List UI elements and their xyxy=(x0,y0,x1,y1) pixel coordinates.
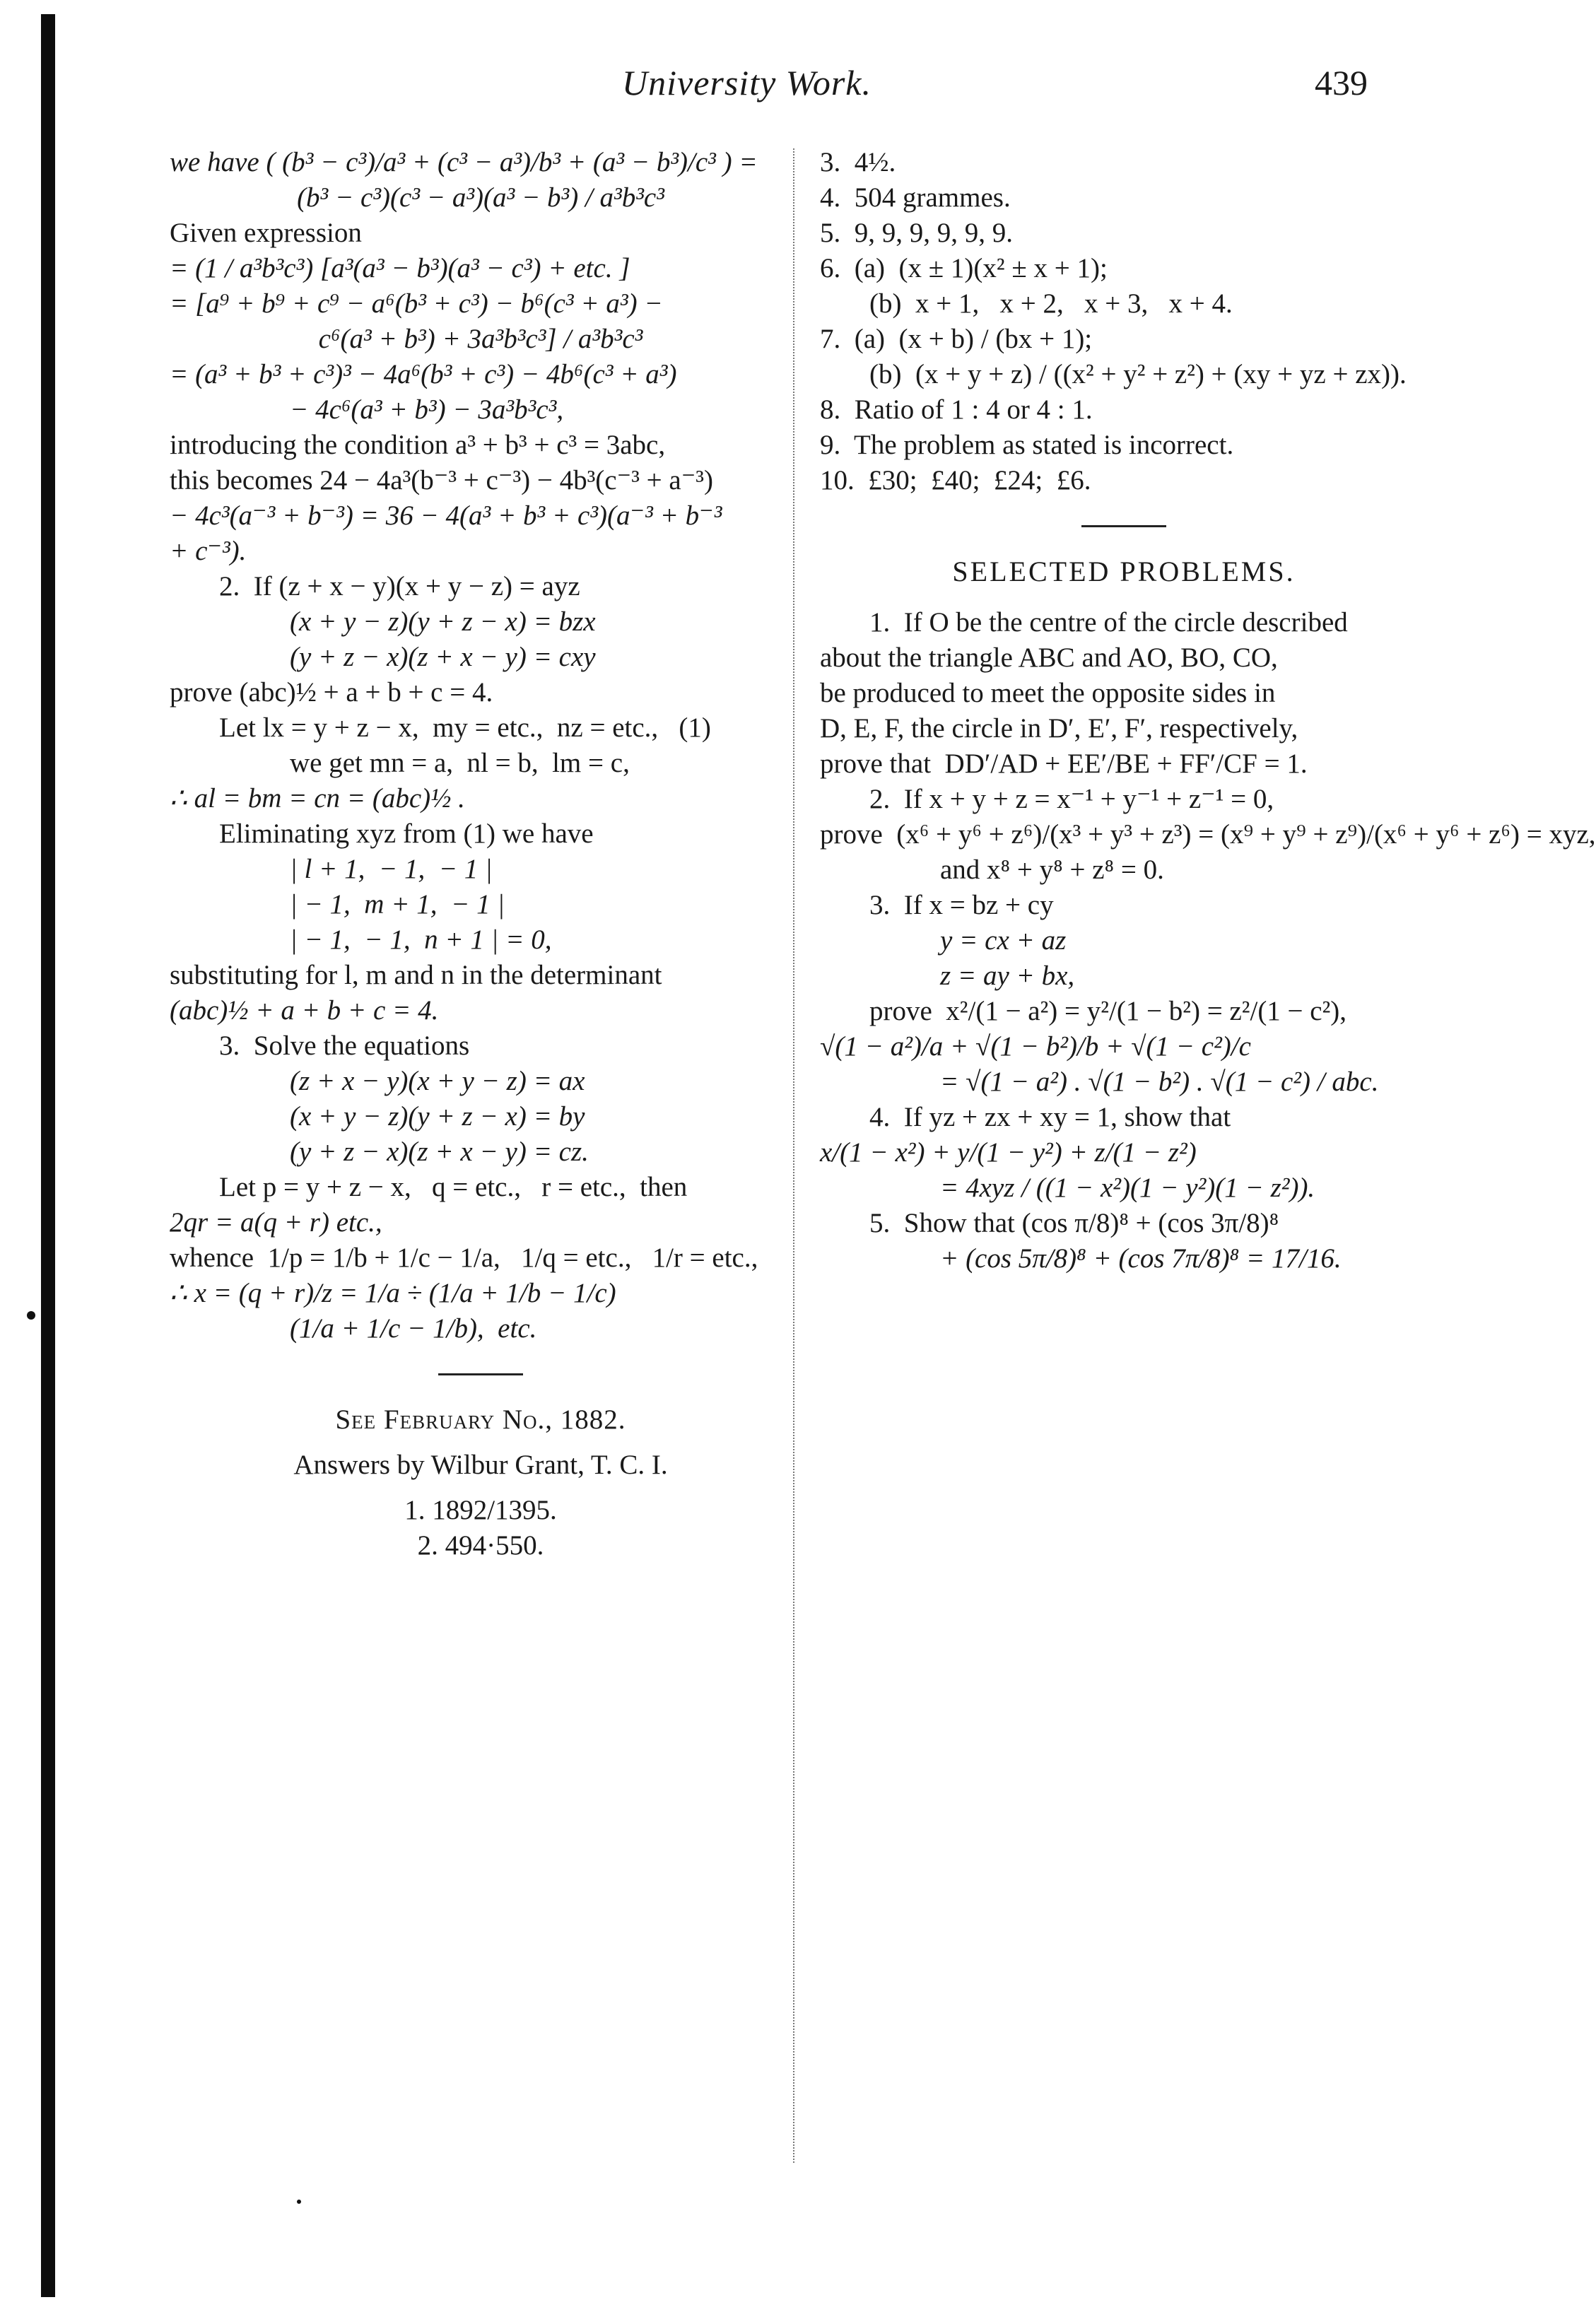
text-line: prove x²/(1 − a²) = y²/(1 − b²) = z²/(1 − c²), xyxy=(869,996,1347,1026)
text-line: | − 1, − 1, n + 1 | = 0, xyxy=(290,924,552,955)
text-line: ∴ al = bm = cn = (abc)½ . xyxy=(170,783,465,814)
text-line: 2. If x + y + z = x⁻¹ + y⁻¹ + z⁻¹ = 0, xyxy=(869,784,1274,814)
text-line: (x + y − z)(y + z − x) = by xyxy=(290,1101,585,1132)
text-line: prove (abc)½ + a + b + c = 4. xyxy=(170,677,493,708)
text-line: this becomes 24 − 4a³(b⁻³ + c⁻³) − 4b³(c⁻³ + a⁻³) xyxy=(170,465,713,495)
right-column xyxy=(820,145,1596,1276)
text-line: z = ay + bx, xyxy=(940,961,1075,991)
text-line: 4. 504 grammes. xyxy=(820,182,1011,213)
text-line: 8. Ratio of 1 : 4 or 4 : 1. xyxy=(820,394,1093,425)
left-column xyxy=(170,145,792,1563)
text-line: 3. Solve the equations xyxy=(219,1031,470,1061)
answers-heading: See February No., 1882. xyxy=(335,1404,626,1435)
text-line: x/(1 − x²) + y/(1 − y²) + z/(1 − z²) xyxy=(820,1137,1197,1168)
answer-line: 2. 494·550. xyxy=(417,1530,544,1561)
selected-problems-heading: SELECTED PROBLEMS. xyxy=(952,556,1296,587)
text-line: 4. If yz + zx + xy = 1, show that xyxy=(869,1102,1231,1132)
text-line: 2qr = a(q + r) etc., xyxy=(170,1207,382,1238)
left-column-solutions xyxy=(170,145,792,1346)
text-line: = (1 / a³b³c³) [a³(a³ − b³)(a³ − c³) + etc. ] xyxy=(170,253,630,283)
text-line: (b) (x + y + z) / ((x² + y² + z²) + (xy + yz + zx)). xyxy=(869,359,1407,389)
text-line: | − 1, m + 1, − 1 | xyxy=(290,889,505,920)
book-binding-edge xyxy=(41,14,55,2297)
answers-byline: Answers by Wilbur Grant, T. C. I. xyxy=(293,1450,668,1480)
text-line: 3. If x = bz + cy xyxy=(869,890,1054,920)
text-line: substituting for l, m and n in the determinant xyxy=(170,960,662,990)
text-line: (b) x + 1, x + 2, x + 3, x + 4. xyxy=(869,288,1233,319)
text-line: Eliminating xyz from (1) we have xyxy=(219,818,594,849)
text-line: and x⁸ + y⁸ + z⁸ = 0. xyxy=(940,855,1164,885)
text-line: 5. Show that (cos π/8)⁸ + (cos 3π/8)⁸ xyxy=(869,1208,1279,1238)
text-line: = [a⁹ + b⁹ + c⁹ − a⁶(b³ + c³) − b⁶(c³ + a³) − xyxy=(170,288,663,319)
text-line: | l + 1, − 1, − 1 | xyxy=(290,854,493,884)
text-line: (z + x − y)(x + y − z) = ax xyxy=(290,1066,585,1096)
section-rule xyxy=(1081,525,1166,527)
text-line: we get mn = a, nl = b, lm = c, xyxy=(290,748,630,778)
text-line: prove (x⁶ + y⁶ + z⁶)/(x³ + y³ + z³) = (x⁹ + y⁹ + z⁹)/(x⁶ + y⁶ + z⁶) = xyz, xyxy=(820,819,1596,850)
text-line: 10. £30; £40; £24; £6. xyxy=(820,465,1091,495)
text-line: we have ( (b³ − c³)/a³ + (c³ − a³)/b³ + (a³ − b³)/c³ ) = xyxy=(170,147,758,177)
text-line: = √(1 − a²) . √(1 − b²) . √(1 − c²) / abc. xyxy=(940,1067,1379,1097)
text-line: (b³ − c³)(c³ − a³)(a³ − b³) / a³b³c³ xyxy=(297,182,664,213)
scan-speck xyxy=(297,2200,301,2204)
text-line: = (a³ + b³ + c³)³ − 4a⁶(b³ + c³) − 4b⁶(c³ + a³) xyxy=(170,359,677,389)
text-line: D, E, F, the circle in D′, E′, F′, respectively, xyxy=(820,713,1298,744)
text-line: (y + z − x)(z + x − y) = cz. xyxy=(290,1137,589,1167)
text-line: = 4xyz / ((1 − x²)(1 − y²)(1 − z²)). xyxy=(940,1173,1315,1203)
text-line: Let p = y + z − x, q = etc., r = etc., then xyxy=(219,1172,688,1202)
running-title: University Work. xyxy=(622,63,872,102)
text-line: (abc)½ + a + b + c = 4. xyxy=(170,995,439,1026)
text-line: about the triangle ABC and AO, BO, CO, xyxy=(820,642,1278,673)
text-line: √(1 − a²)/a + √(1 − b²)/b + √(1 − c²)/c xyxy=(820,1031,1251,1062)
text-line: ∴ x = (q + r)/z = 1/a ÷ (1/a + 1/b − 1/c) xyxy=(170,1278,616,1308)
text-line: Given expression xyxy=(170,218,362,248)
text-line: 3. 4½. xyxy=(820,147,896,177)
section-rule xyxy=(438,1373,523,1375)
text-line: introducing the condition a³ + b³ + c³ = 3abc, xyxy=(170,430,666,460)
text-line: + c⁻³). xyxy=(170,536,247,566)
text-line: − 4c³(a⁻³ + b⁻³) = 36 − 4(a³ + b³ + c³)(a⁻³ + b⁻³ xyxy=(170,500,722,531)
text-line: c⁶(a³ + b³) + 3a³b³c³] / a³b³c³ xyxy=(318,324,643,354)
text-line: + (cos 5π/8)⁸ + (cos 7π/8)⁸ = 17/16. xyxy=(940,1243,1342,1274)
text-line: − 4c⁶(a³ + b³) − 3a³b³c³, xyxy=(290,394,564,425)
text-line: 5. 9, 9, 9, 9, 9, 9. xyxy=(820,218,1013,248)
text-line: 9. The problem as stated is incorrect. xyxy=(820,430,1234,460)
column-divider xyxy=(793,148,794,2163)
page-header xyxy=(0,62,1502,112)
text-line: prove that DD′/AD + EE′/BE + FF′/CF = 1. xyxy=(820,749,1308,779)
text-line: whence 1/p = 1/b + 1/c − 1/a, 1/q = etc., 1/r = etc., xyxy=(170,1243,758,1273)
text-line: be produced to meet the opposite sides in xyxy=(820,678,1276,708)
answer-line: 1. 1892/1395. xyxy=(404,1495,557,1525)
text-line: (1/a + 1/c − 1/b), etc. xyxy=(290,1313,537,1344)
text-line: 1. If O be the centre of the circle described xyxy=(869,607,1348,638)
answers-list xyxy=(820,145,1428,498)
text-line: 6. (a) (x ± 1)(x² ± x + 1); xyxy=(820,253,1108,283)
text-line: (x + y − z)(y + z − x) = bzx xyxy=(290,606,596,637)
page-number: 439 xyxy=(1315,63,1368,102)
text-line: 7. (a) (x + b) / (bx + 1); xyxy=(820,324,1093,354)
text-line: 2. If (z + x − y)(x + y − z) = ayz xyxy=(219,571,580,601)
text-line: (y + z − x)(z + x − y) = cxy xyxy=(290,642,596,672)
selected-problems-list xyxy=(820,605,1596,1276)
text-line: Let lx = y + z − x, my = etc., nz = etc., (1) xyxy=(219,712,711,743)
scan-speck xyxy=(27,1311,35,1320)
text-line: y = cx + az xyxy=(940,925,1067,956)
